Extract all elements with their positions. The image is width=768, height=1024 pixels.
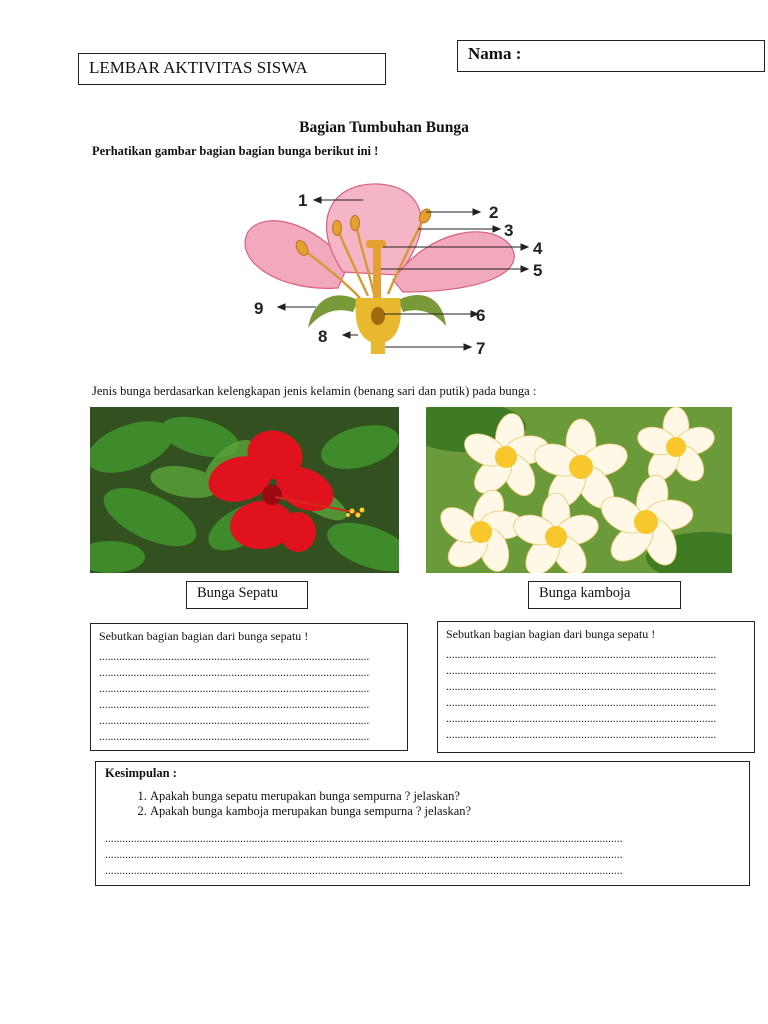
part-number-8: 8 xyxy=(318,327,328,346)
name-field[interactable] xyxy=(457,40,765,72)
part-number-9: 9 xyxy=(254,299,264,318)
part-number-4: 4 xyxy=(533,239,543,258)
flower-type-text: Jenis bunga berdasarkan kelengkapan jenis kelamin (benang sari dan putik) pada bunga : xyxy=(92,384,537,398)
conclusion-box[interactable] xyxy=(95,761,750,886)
frangipani-label-text: Bunga kamboja xyxy=(539,585,631,601)
sepal-right xyxy=(398,295,446,326)
style xyxy=(373,246,381,298)
name-label: Nama : xyxy=(468,44,522,63)
ovule xyxy=(371,307,385,325)
worksheet-title: LEMBAR AKTIVITAS SISWA xyxy=(89,58,308,77)
answer-line[interactable]: .............................................................................................. xyxy=(99,731,370,743)
hibiscus-label xyxy=(186,581,308,609)
part-number-3: 3 xyxy=(504,221,514,240)
answer-line[interactable]: .................................................................................................................................................................................... xyxy=(105,849,623,861)
answer-line[interactable]: .............................................................................................. xyxy=(99,651,370,663)
answer-line[interactable]: .............................................................................................. xyxy=(99,699,370,711)
sepal-left xyxy=(308,295,358,328)
answer-line[interactable]: .............................................................................................. xyxy=(99,715,370,727)
answer-line[interactable]: .............................................................................................. xyxy=(446,649,717,661)
part-number-6: 6 xyxy=(476,306,486,325)
answer-line[interactable]: .................................................................................................................................................................................... xyxy=(105,833,623,845)
conclusion-answer-lines[interactable] xyxy=(105,831,740,879)
page-title: Bagian Tumbuhan Bunga xyxy=(299,119,469,136)
hibiscus-label-text: Bunga Sepatu xyxy=(197,585,278,601)
conclusion-title: Kesimpulan : xyxy=(105,766,177,780)
question-box-left[interactable] xyxy=(90,623,408,751)
answer-line[interactable]: .................................................................................................................................................................................... xyxy=(105,865,623,877)
answer-line[interactable]: .............................................................................................. xyxy=(446,681,717,693)
worksheet-title-box xyxy=(78,53,386,85)
question-prompt-right: Sebutkan bagian bagian dari bunga sepatu ! xyxy=(446,627,656,641)
hibiscus-photo xyxy=(90,407,399,573)
part-number-7: 7 xyxy=(476,339,486,358)
stalk xyxy=(371,340,385,354)
question-prompt-left: Sebutkan bagian bagian dari bunga sepatu ! xyxy=(99,629,309,643)
answer-lines-left[interactable] xyxy=(99,649,399,745)
answer-lines-right[interactable] xyxy=(446,647,746,743)
answer-line[interactable]: .............................................................................................. xyxy=(99,683,370,695)
answer-line[interactable]: .............................................................................................. xyxy=(446,729,717,741)
answer-line[interactable]: .............................................................................................. xyxy=(446,665,717,677)
frangipani-photo xyxy=(426,407,732,573)
flower-parts-diagram xyxy=(238,180,558,362)
conclusion-question-1: 1. Apakah bunga sepatu merupakan bunga sempurna ? jelaskan? xyxy=(150,789,740,804)
part-number-1: 1 xyxy=(298,191,308,210)
answer-line[interactable]: .............................................................................................. xyxy=(446,713,717,725)
frangipani-label xyxy=(528,581,681,609)
part-number-5: 5 xyxy=(533,261,543,280)
instruction-text: Perhatikan gambar bagian bagian bunga berikut ini ! xyxy=(92,144,379,158)
part-number-2: 2 xyxy=(489,203,499,222)
conclusion-questions xyxy=(150,789,740,819)
conclusion-question-2: 2. Apakah bunga kamboja merupakan bunga sempurna ? jelaskan? xyxy=(150,804,740,819)
answer-line[interactable]: .............................................................................................. xyxy=(446,697,717,709)
question-box-right[interactable] xyxy=(437,621,755,753)
answer-line[interactable]: .............................................................................................. xyxy=(99,667,370,679)
